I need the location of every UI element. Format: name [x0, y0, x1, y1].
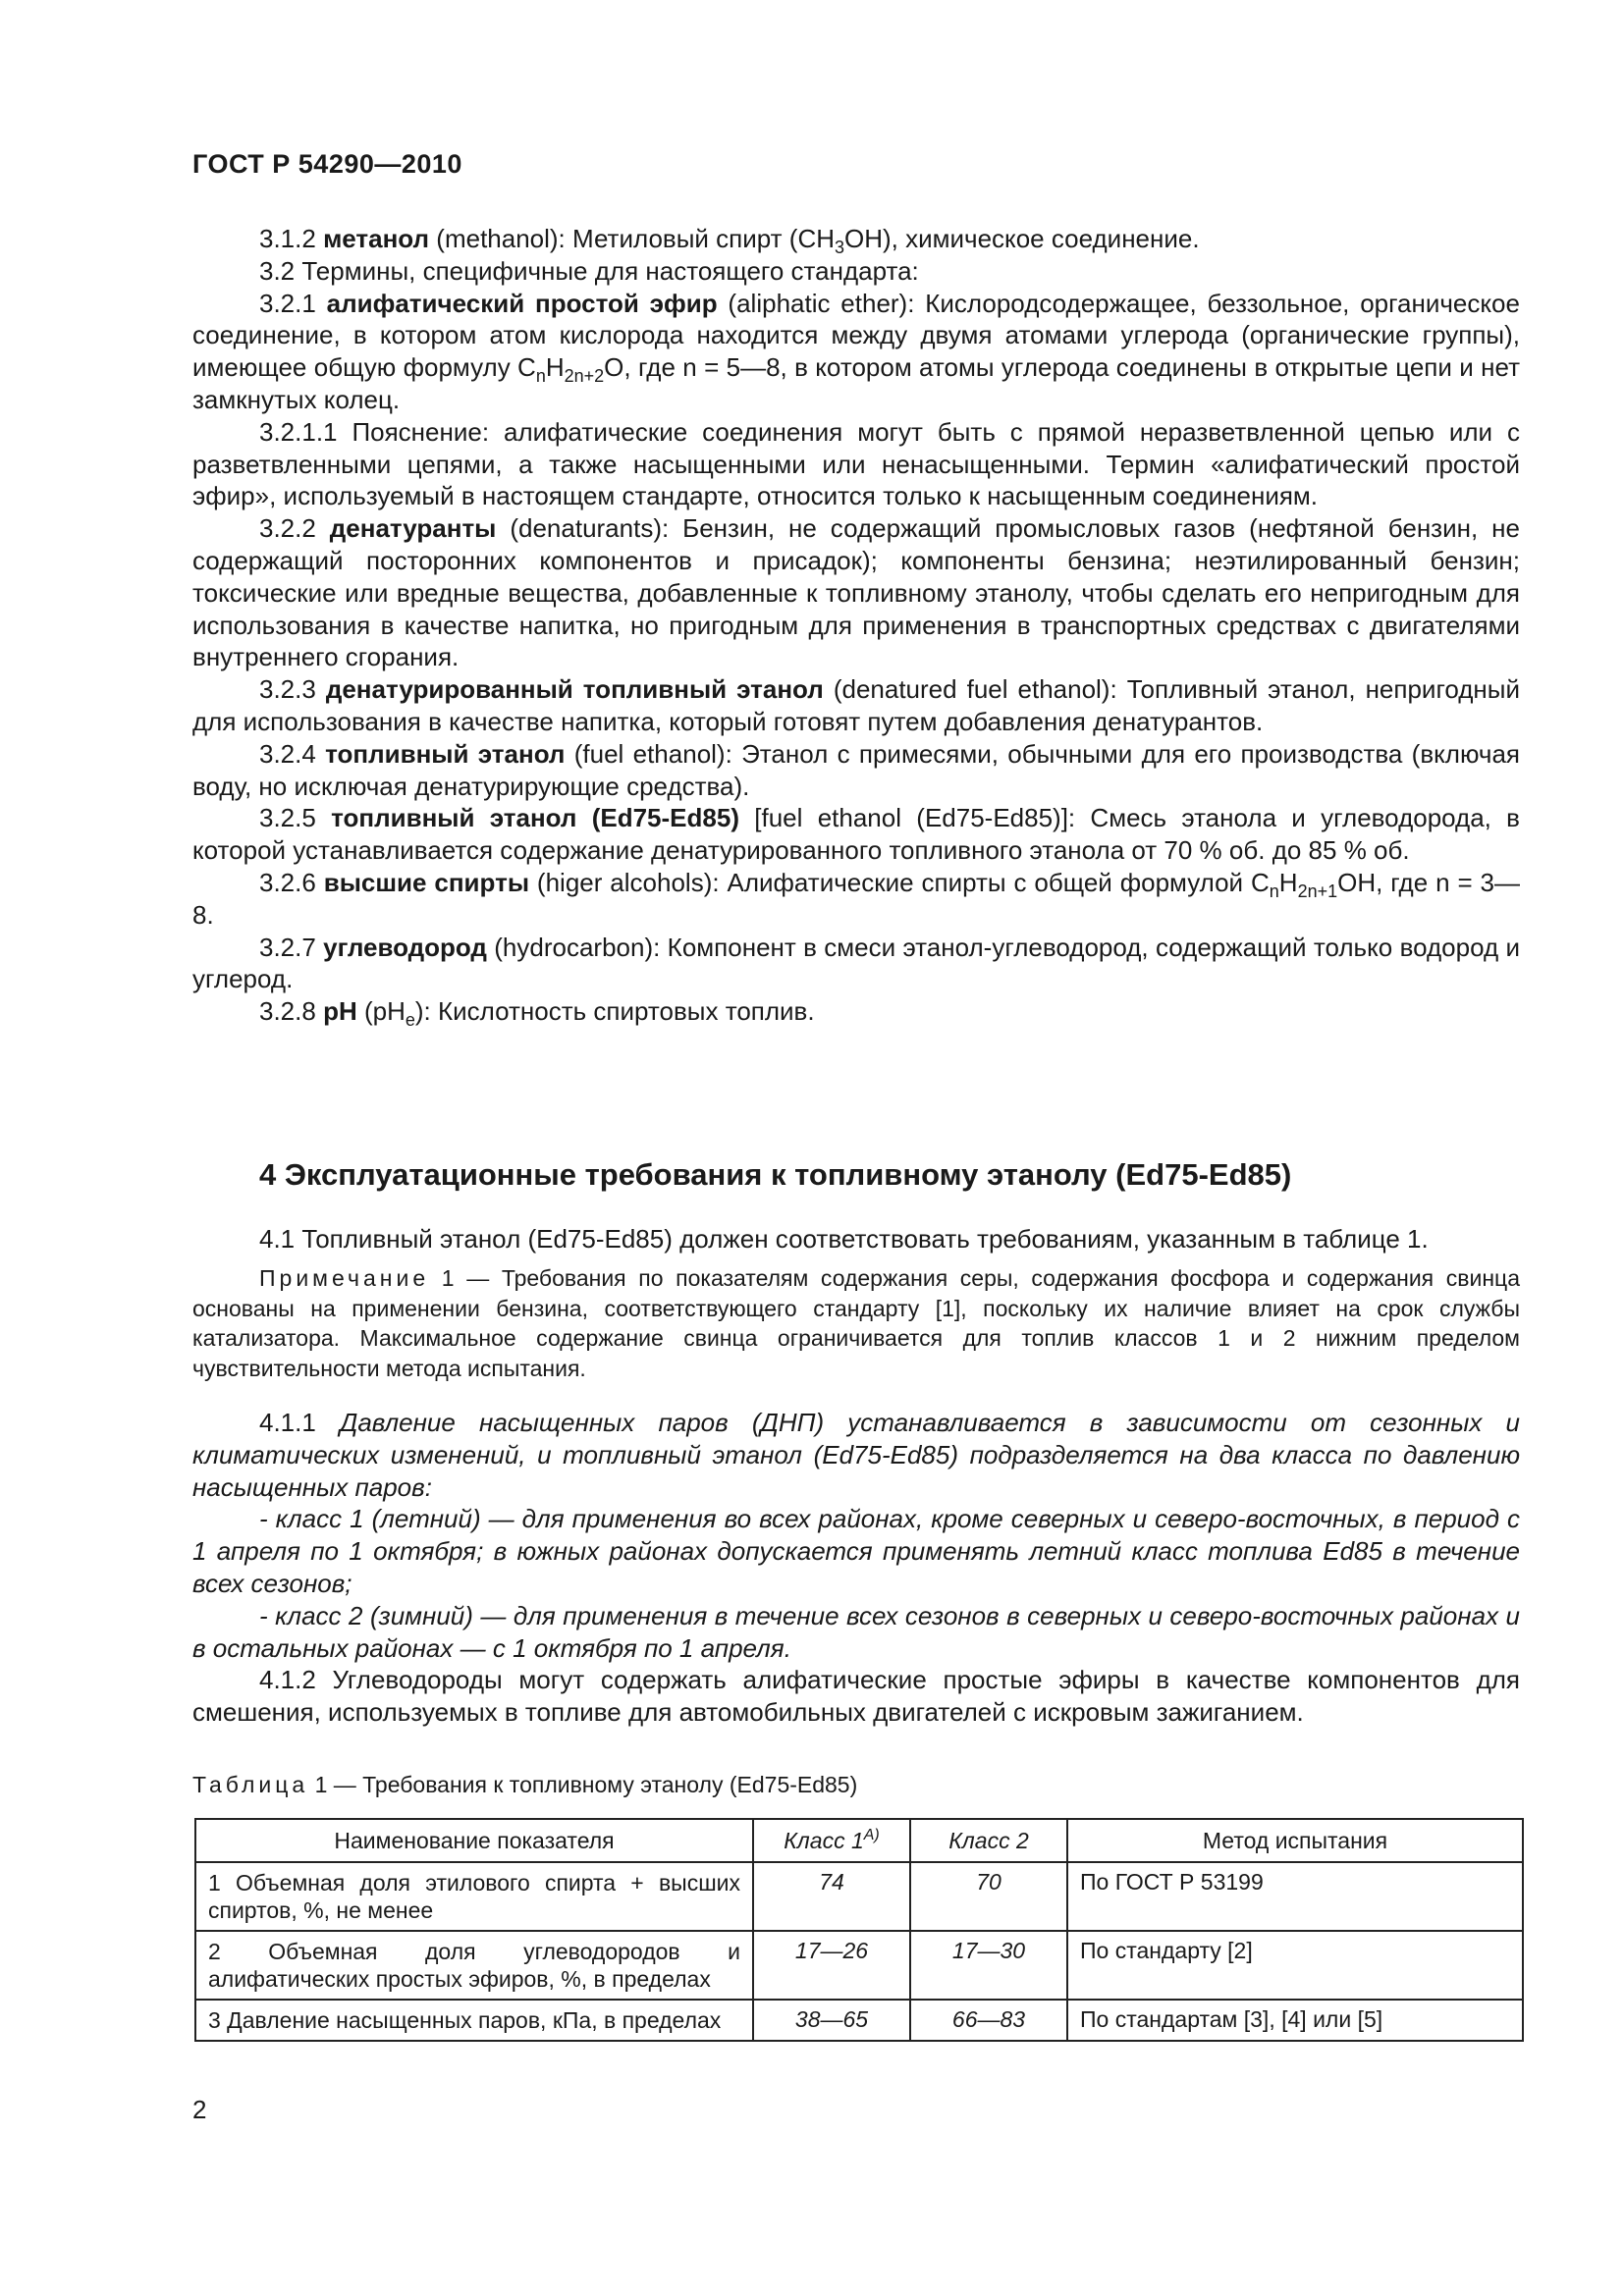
- table-1-caption: [192, 1772, 857, 1798]
- page-number: 2: [192, 2095, 207, 2124]
- clause-number: 3.2.5: [259, 803, 332, 833]
- term: денатурированный топливный этанол: [325, 674, 824, 705]
- caption-text: 1 — Требования к топливному этанолу (Ed75-Ed85): [308, 1772, 858, 1797]
- subscript: e: [405, 1010, 415, 1031]
- term: алифатический простой эфир: [326, 288, 718, 318]
- paragraph-3-2-5: [192, 802, 1520, 867]
- cell-name: 2 Объемная доля углеводородов и алифатических простых эфиров, %, в пределах: [195, 1931, 753, 2000]
- header-method: Метод испытания: [1067, 1819, 1523, 1862]
- cell-method: По стандартам [3], [4] или [5]: [1067, 2000, 1523, 2041]
- definition-text: (denatured fuel ethanol): Топливный этанол, непригодный для использования в качестве напитка, который готовят путем добавления денатурантов.: [192, 674, 1520, 736]
- class-2-description: - класс 2 (зимний) — для применения в течение всех сезонов в северных и северо-восточных районах и в остальных районах — с 1 октября по 1 апреля.: [192, 1600, 1520, 1663]
- definition-text: (aliphatic ether): Кислородсодержащее, беззольное, органическое соединение, в котором атом кислорода находится между двумя атомами углерода (органические группы), имеющее общую формулу C: [192, 288, 1520, 383]
- term: pH: [323, 996, 357, 1027]
- clause-number: 3.2.4: [259, 738, 326, 769]
- table-row: [195, 1862, 1523, 1931]
- cell-class-2: 66—83: [910, 2000, 1067, 2041]
- footnote-marker: A): [863, 1826, 880, 1843]
- definition-text: (fuel ethanol): Этанол с примесями, обычными для его производства (включая воду, но исключая денатурирующие средства).: [192, 738, 1520, 801]
- paragraph-4-1-1: [192, 1407, 1520, 1503]
- subscript: n: [1269, 881, 1279, 901]
- paragraph-3-2: 3.2 Термины, специфичные для настоящего стандарта:: [259, 255, 919, 286]
- subscript: 2n+1: [1297, 881, 1338, 901]
- paragraph-3-2-2: [192, 512, 1520, 673]
- note-label: Примечание: [259, 1265, 430, 1291]
- term: углеводород: [323, 932, 487, 962]
- definition-text: H: [545, 352, 565, 383]
- table-row: [195, 1931, 1523, 2000]
- clause-number: 3.2.8: [259, 996, 324, 1027]
- note-text: 1 — Требования по показателям содержания серы, содержания фосфора и содержания свинца основаны на применении бензина, соответствующего стандарту [1], поскольку их наличие влияет на срок службы катализатора. Максимальное содержание свинца ограничивается для топлив классов 1 и 2 нижним пределом чувствительности метода испытания.: [192, 1265, 1520, 1381]
- subscript: n: [535, 366, 546, 387]
- definition-text: H: [1278, 867, 1298, 897]
- definition-text: ): Кислотность спиртовых топлив.: [414, 996, 815, 1027]
- section-4-1-1-block: [192, 1407, 1520, 1729]
- cell-class-1: 74: [753, 1862, 910, 1931]
- term: топливный этанол (Ed75-Ed85): [331, 803, 739, 833]
- cell-class-1: 38—65: [753, 2000, 910, 2041]
- cell-class-2: 70: [910, 1862, 1067, 1931]
- paragraph-3-2-3: [192, 673, 1520, 738]
- header-name: Наименование показателя: [195, 1819, 753, 1862]
- clause-number: 3.2.3: [259, 674, 326, 705]
- cell-name: 3 Давление насыщенных паров, кПа, в пределах: [195, 2000, 753, 2041]
- subscript: 3: [835, 238, 845, 257]
- definition-text: OH, где n = 3—8.: [192, 867, 1520, 930]
- definition-text: (methanol): Метиловый спирт (CH: [429, 224, 835, 253]
- definition-text: [fuel ethanol (Ed75-Ed85)]: Смесь этанола и углеводорода, в которой устанавливается содержание денатурированного топливного этанола от 70 % об. до 85 % об.: [192, 803, 1520, 866]
- term: денатуранты: [329, 513, 497, 544]
- cell-class-1: 17—26: [753, 1931, 910, 2000]
- definition-text: OH), химическое соединение.: [844, 224, 1200, 253]
- clause-number: 4.1.1: [259, 1408, 341, 1437]
- definition-text: (pH: [356, 996, 406, 1027]
- paragraph-4-1: 4.1 Топливный этанол (Ed75-Ed85) должен соответствовать требованиям, указанным в таблице 1.: [259, 1224, 1429, 1254]
- requirements-table: [194, 1818, 1524, 2042]
- paragraph-3-2-7: [192, 932, 1520, 996]
- cell-class-2: 17—30: [910, 1931, 1067, 2000]
- paragraph-3-2-6: [192, 867, 1520, 932]
- document-header-code: ГОСТ Р 54290—2010: [192, 149, 462, 179]
- section-4-heading: 4 Эксплуатационные требования к топливному этанолу (Ed75-Ed85): [259, 1157, 1292, 1192]
- paragraph-3-2-4: [192, 738, 1520, 803]
- class-1-description: - класс 1 (летний) — для применения во всех районах, кроме северных и северо-восточных, в период с 1 апреля по 1 октября; в южных районах допускается применять летний класс топлива Ed85 в течение всех сезонов;: [192, 1504, 1520, 1598]
- header-class-1: [753, 1819, 910, 1862]
- paragraph-3-2-8: [192, 995, 1520, 1031]
- paragraph-3-1-2: [192, 223, 1520, 255]
- definition-text: (hydrocarbon): Компонент в смеси этанол-углеводород, содержащий только водород и углерод.: [192, 932, 1520, 994]
- table-header-row: [195, 1819, 1523, 1862]
- term: высшие спирты: [323, 867, 530, 897]
- subscript: 2n+2: [564, 366, 605, 387]
- clause-number: 3.1.2: [259, 224, 324, 253]
- term: топливный этанол: [325, 738, 566, 769]
- clause-number: 3.2.1: [259, 288, 327, 318]
- header-class-1-label: Класс 1: [784, 1827, 864, 1853]
- cell-method: По ГОСТ Р 53199: [1067, 1862, 1523, 1931]
- cell-name: 1 Объемная доля этилового спирта + высших спиртов, %, не менее: [195, 1862, 753, 1931]
- table-row: [195, 2000, 1523, 2041]
- definition-text: O, где n = 5—8, в котором атомы углерода соединены в открытые цепи и нет замкнутых колец.: [192, 352, 1520, 414]
- clause-number: 3.2.7: [259, 932, 324, 962]
- clause-number: 3.2.6: [259, 867, 324, 897]
- cell-method: По стандарту [2]: [1067, 1931, 1523, 2000]
- clause-number: 3.2.2: [259, 513, 330, 544]
- paragraph-4-1-block: [192, 1223, 1520, 1255]
- paragraph-3-2-1: [192, 288, 1520, 416]
- header-class-2: Класс 2: [910, 1819, 1067, 1862]
- caption-label: Таблица: [192, 1772, 309, 1797]
- paragraph-3-2-1-1: 3.2.1.1 Пояснение: алифатические соединения могут быть с прямой неразветвленной цепью или с разветвленными цепями, а также насыщенными или ненасыщенными. Термин «алифатический простой эфир», используемый в настоящем стандарте, относится только к насыщенным соединениям.: [192, 416, 1520, 511]
- note-1: [192, 1263, 1520, 1383]
- definition-text: (denaturants): Бензин, не содержащий промысловых газов (нефтяной бензин, не содержащий посторонних компонентов и присадок); компоненты бензина; неэтилированный бензин; токсические или вредные вещества, добавленные к топливному этанолу, чтобы сделать его непригодным для использования в качестве напитка, но пригодным для применения в транспортных средствах с двигателями внутреннего сгорания.: [192, 513, 1520, 672]
- term: метанол: [323, 224, 430, 253]
- definition-text: (higer alcohols): Алифатические спирты с общей формулой C: [529, 867, 1270, 897]
- terms-section: [192, 223, 1520, 1031]
- clause-text: Давление насыщенных паров (ДНП) устанавливается в зависимости от сезонных и климатических изменений, и топливный этанол (Ed75-Ed85) подразделяется на два класса по давлению насыщенных паров:: [192, 1408, 1520, 1502]
- paragraph-4-1-2: 4.1.2 Углеводороды могут содержать алифатические простые эфиры в качестве компонентов для смешения, используемых в топливе для автомобильных двигателей с искровым зажиганием.: [192, 1665, 1520, 1728]
